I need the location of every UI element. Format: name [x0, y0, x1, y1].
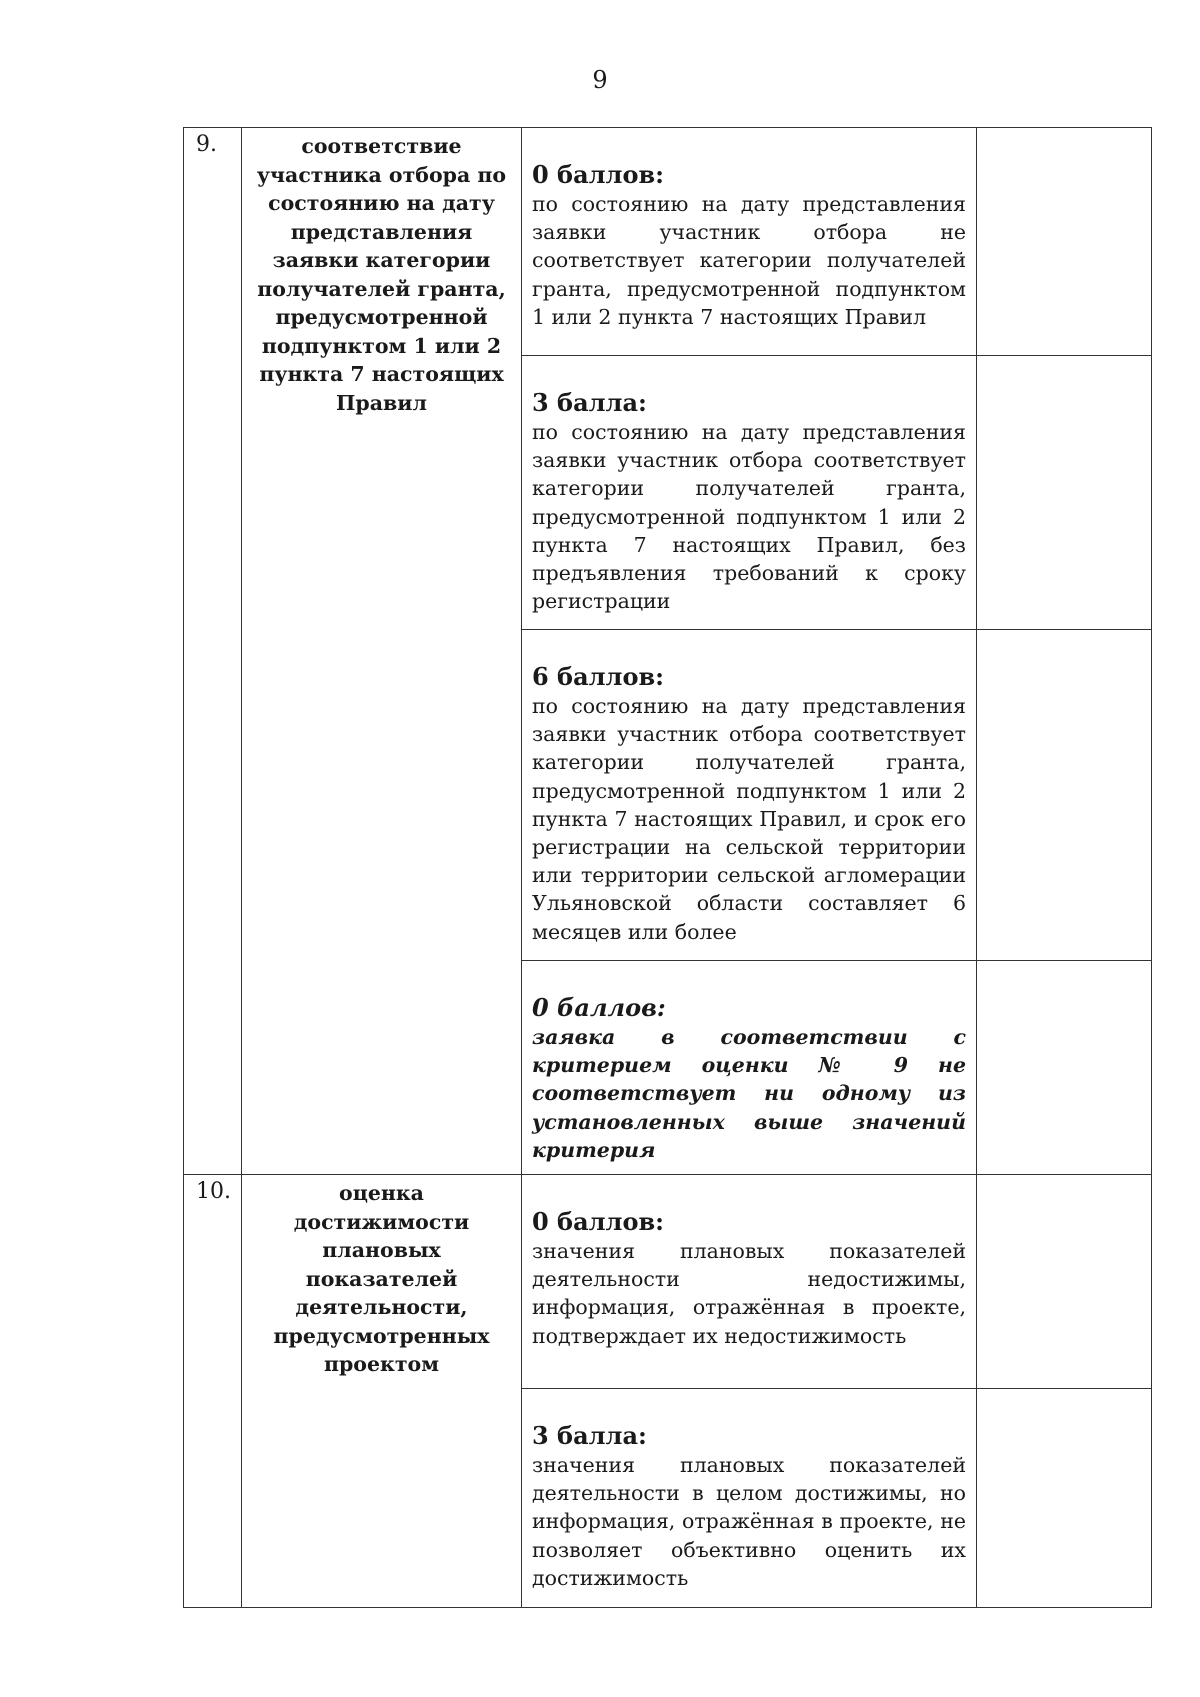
score-title: 3 балла:	[532, 1421, 647, 1451]
criterion-number: 9.	[196, 132, 217, 157]
empty-cell	[977, 128, 1152, 356]
empty-cell	[977, 1175, 1152, 1389]
score-description: значения плановых показателей деятельности недостижимы, информация, отражённая в проекте, подтверждает их недостижимость	[532, 1239, 966, 1348]
empty-cell	[977, 356, 1152, 630]
score-cell	[522, 961, 977, 1175]
page-number: 9	[592, 66, 608, 94]
table-row	[184, 128, 1152, 356]
score-description: значения плановых показателей деятельности в целом достижимы, но информация, отражённая в проекте, не позволяет объективно оценить их достижимость	[532, 1453, 966, 1590]
score-title: 3 балла:	[532, 388, 647, 417]
criterion-number: 10.	[196, 1179, 231, 1205]
empty-cell	[977, 961, 1152, 1175]
criterion-name: соответствие участника отбора по состоянию на дату представления заявки категории получателей гранта, предусмотренной подпунктом 1 или 2 пункта 7 настоящих Правил	[256, 134, 507, 415]
score-cell	[522, 1175, 977, 1389]
criteria-table	[183, 127, 1152, 1608]
criterion-number-cell	[184, 1175, 242, 1608]
score-description: по состоянию на дату представления заявки участник отбора соответствует категории получателей гранта, предусмотренной подпунктом 1 или 2 пункта 7 настоящих Правил, без предъявления требований к сроку регистрации	[532, 420, 966, 614]
score-title: 0 баллов:	[532, 993, 666, 1022]
table-row	[184, 1175, 1152, 1389]
criterion-number-cell	[184, 128, 242, 1175]
score-title: 6 баллов:	[532, 662, 664, 691]
criterion-name-cell	[242, 128, 522, 1175]
criterion-name: оценка достижимости плановых показателей деятельности, предусмотренных проектом	[273, 1181, 490, 1377]
score-title: 0 баллов:	[532, 1207, 664, 1237]
score-cell	[522, 356, 977, 630]
empty-cell	[977, 630, 1152, 961]
score-description: заявка в соответствии с критерием оценки № 9 не соответствует ни одному из установленных выше значений критерия	[532, 1025, 966, 1162]
score-cell	[522, 630, 977, 961]
score-title: 0 баллов:	[532, 160, 664, 189]
empty-cell	[977, 1389, 1152, 1608]
score-description: по состоянию на дату представления заявки участник отбора не соответствует категории получателей гранта, предусмотренной подпунктом 1 или 2 пункта 7 настоящих Правил	[532, 192, 966, 329]
criterion-name-cell	[242, 1175, 522, 1608]
score-description: по состоянию на дату представления заявки участник отбора соответствует категории получателей гранта, предусмотренной подпунктом 1 или 2 пункта 7 настоящих Правил, и срок его регистрации на сельской территории или территории сельской агломерации Ульяновской области составляет 6 месяцев или более	[532, 694, 966, 944]
score-cell	[522, 128, 977, 356]
score-cell	[522, 1389, 977, 1608]
